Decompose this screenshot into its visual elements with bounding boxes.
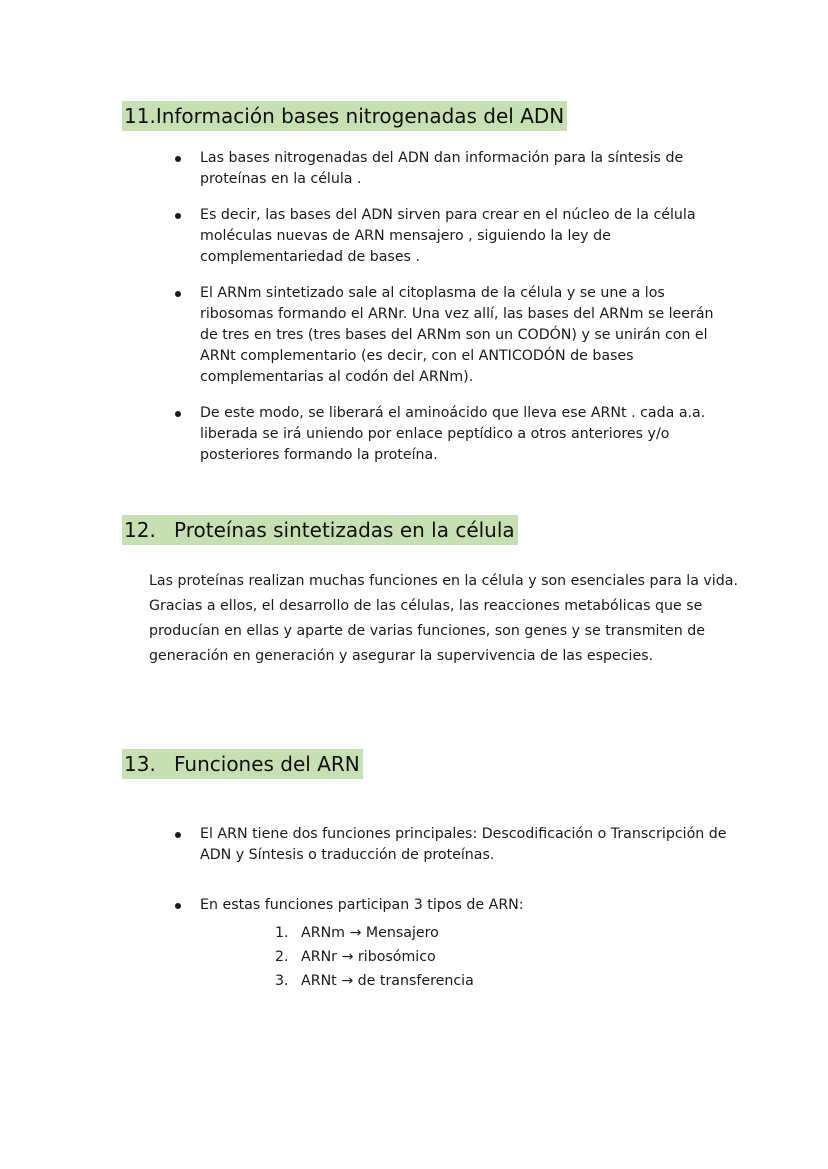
section-12-title: Proteínas sintetizadas en la célula bbox=[174, 518, 515, 542]
item-number: 2. bbox=[275, 949, 289, 965]
bullet-icon bbox=[175, 156, 181, 162]
bullet-text: En estas funciones participan 3 tipos de ARN: bbox=[200, 897, 524, 913]
bullet-icon bbox=[175, 213, 181, 219]
item-text: ARNm → Mensajero bbox=[301, 925, 439, 941]
bullet-icon bbox=[175, 903, 181, 909]
arn-types-list bbox=[275, 921, 474, 993]
list-item bbox=[172, 824, 732, 866]
list-item bbox=[275, 945, 474, 969]
section-13-title: Funciones del ARN bbox=[174, 752, 360, 776]
section-12-heading bbox=[122, 515, 518, 545]
bullet-text: Es decir, las bases del ADN sirven para crear en el núcleo de la célula moléculas nuevas de ARN mensajero , siguiendo la ley de complementariedad de bases . bbox=[200, 207, 696, 265]
section-11-number: 11. bbox=[124, 104, 156, 128]
section-12-number: 12. bbox=[124, 518, 156, 542]
section-13-bullet-list bbox=[172, 824, 732, 916]
bullet-icon bbox=[175, 291, 181, 297]
section-11-heading bbox=[122, 101, 567, 131]
list-item bbox=[275, 969, 474, 993]
section-13-heading bbox=[122, 749, 363, 779]
bullet-text: Las bases nitrogenadas del ADN dan información para la síntesis de proteínas en la célula . bbox=[200, 150, 684, 187]
section-11-title: Información bases nitrogenadas del ADN bbox=[155, 104, 565, 128]
list-item bbox=[172, 403, 732, 466]
item-number: 3. bbox=[275, 973, 289, 989]
section-12-paragraph: Las proteínas realizan muchas funciones en la célula y son esenciales para la vida. Gracias a ellos, el desarrollo de las células, las reacciones metabólicas que se producían en ellas y aparte de varias funciones, son genes y se transmiten de generación en generación y asegurar la supervivencia de las especies. bbox=[149, 573, 738, 664]
bullet-icon bbox=[175, 832, 181, 838]
list-item bbox=[172, 283, 732, 388]
bullet-icon bbox=[175, 411, 181, 417]
list-item bbox=[172, 148, 732, 190]
item-number: 1. bbox=[275, 925, 289, 941]
bullet-text: De este modo, se liberará el aminoácido que lleva ese ARNt . cada a.a. liberada se irá uniendo por enlace peptídico a otros anteriores y/o posteriores formando la proteína. bbox=[200, 405, 706, 463]
list-item bbox=[172, 895, 732, 916]
bullet-text: El ARN tiene dos funciones principales: Descodificación o Transcripción de ADN y Síntesis o traducción de proteínas. bbox=[200, 826, 727, 863]
section-11-bullet-list bbox=[172, 148, 732, 466]
section-13-number: 13. bbox=[124, 752, 156, 776]
item-text: ARNr → ribosómico bbox=[301, 949, 436, 965]
list-item bbox=[172, 205, 732, 268]
list-item bbox=[275, 921, 474, 945]
bullet-text: El ARNm sintetizado sale al citoplasma de la célula y se une a los ribosomas formando el ARNr. Una vez allí, las bases del ARNm se leerán de tres en tres (tres bases del ARNm son un CODÓN) y se unirán con el ARNt complementario (es decir, con el ANTICODÓN de bases complementarias al codón del ARNm). bbox=[200, 285, 714, 385]
item-text: ARNt → de transferencia bbox=[301, 973, 474, 989]
